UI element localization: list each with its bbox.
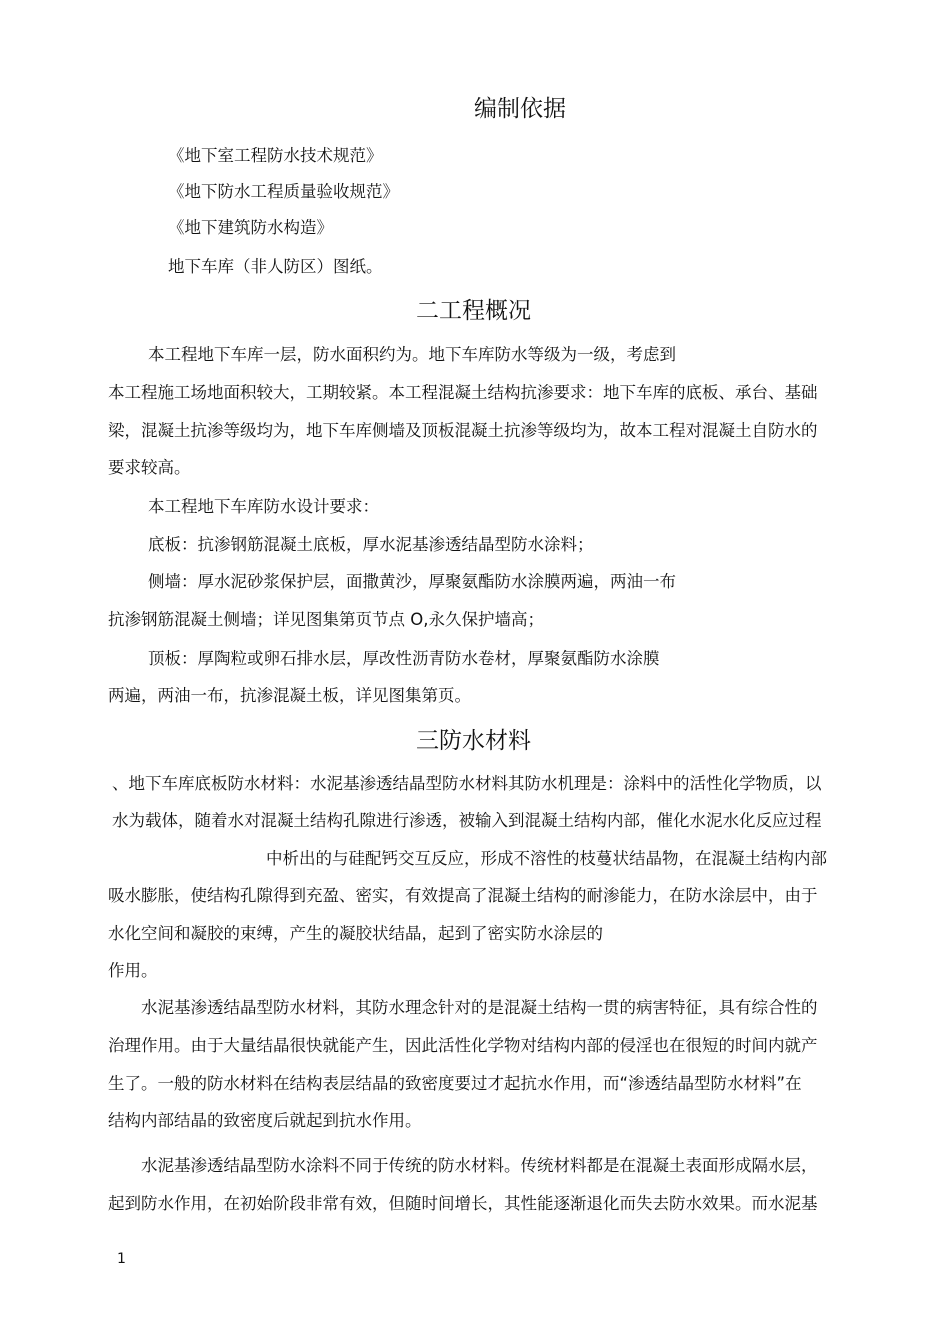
- reference-item: 《地下建筑防水构造》: [168, 218, 333, 237]
- paragraph-line: 水泥基渗透结晶型防水材料，其防水理念针对的是混凝土结构一贯的病害特征，具有综合性的: [141, 998, 818, 1017]
- reference-item: 地下车库（非人防区）图纸。: [168, 257, 383, 276]
- section-title-materials: 三防水材料: [416, 728, 531, 754]
- paragraph-line: 本工程地下车库一层，防水面积约为。地下车库防水等级为一级，考虑到: [148, 345, 676, 364]
- paragraph-line: 侧墙：厚水泥砂浆保护层，面撒黄沙，厚聚氨酯防水涂膜两遍，两油一布: [148, 572, 676, 591]
- paragraph-line: 水泥基渗透结晶型防水涂料不同于传统的防水材料。传统材料都是在混凝土表面形成隔水层，: [141, 1156, 818, 1175]
- paragraph-line: 起到防水作用，在初始阶段非常有效，但随时间增长，其性能逐渐退化而失去防水效果。而水泥基: [108, 1194, 818, 1213]
- paragraph-line: 生了。一般的防水材料在结构表层结晶的致密度要过才起抗水作用，而“渗透结晶型防水材料”在: [108, 1074, 802, 1093]
- paragraph-line: 结构内部结晶的致密度后就起到抗水作用。: [108, 1111, 422, 1130]
- paragraph-line: 本工程施工场地面积较大，工期较紧。本工程混凝土结构抗渗要求：地下车库的底板、承台、基础: [108, 383, 818, 402]
- paragraph-line: 梁，混凝土抗渗等级均为，地下车库侧墙及顶板混凝土抗渗等级均为，故本工程对混凝土自防水的: [108, 421, 818, 440]
- paragraph-line: 两遍，两油一布，抗渗混凝土板，详见图集第页。: [108, 686, 471, 705]
- paragraph-line: 本工程地下车库防水设计要求：: [148, 497, 379, 516]
- paragraph-line: 顶板：厚陶粒或卵石排水层，厚改性沥青防水卷材，厚聚氨酯防水涂膜: [148, 649, 660, 668]
- paragraph-line: 水为载体，随着水对混凝土结构孔隙进行渗透，被输入到混凝土结构内部，催化水泥水化反应过程: [112, 811, 822, 830]
- page-number: 1: [117, 1251, 126, 1267]
- paragraph-line: 抗渗钢筋混凝土侧墙；详见图集第页节点 O,永久保护墙高；: [108, 610, 544, 629]
- paragraph-line: 、地下车库底板防水材料：水泥基渗透结晶型防水材料其防水机理是：涂料中的活性化学物质，以: [112, 774, 822, 793]
- section-title-overview: 二工程概况: [416, 298, 531, 324]
- paragraph-line: 底板：抗渗钢筋混凝土底板，厚水泥基渗透结晶型防水涂料；: [148, 535, 594, 554]
- paragraph-line: 中析出的与硅配钙交互反应，形成不溶性的枝蔓状结晶物，在混凝土结构内部: [266, 849, 827, 868]
- paragraph-line: 吸水膨胀，使结构孔隙得到充盈、密实，有效提高了混凝土结构的耐渗能力，在防水涂层中，由于: [108, 886, 818, 905]
- paragraph-line: 治理作用。由于大量结晶很快就能产生，因此活性化学物对结构内部的侵淫也在很短的时间内就产: [108, 1036, 818, 1055]
- section-title-basis: 编制依据: [474, 96, 566, 122]
- paragraph-line: 要求较高。: [108, 458, 191, 477]
- reference-item: 《地下室工程防水技术规范》: [168, 146, 383, 165]
- paragraph-line: 作用。: [108, 961, 158, 980]
- paragraph-line: 水化空间和凝胶的束缚，产生的凝胶状结晶，起到了密实防水涂层的: [108, 924, 603, 943]
- reference-item: 《地下防水工程质量验收规范》: [168, 182, 399, 201]
